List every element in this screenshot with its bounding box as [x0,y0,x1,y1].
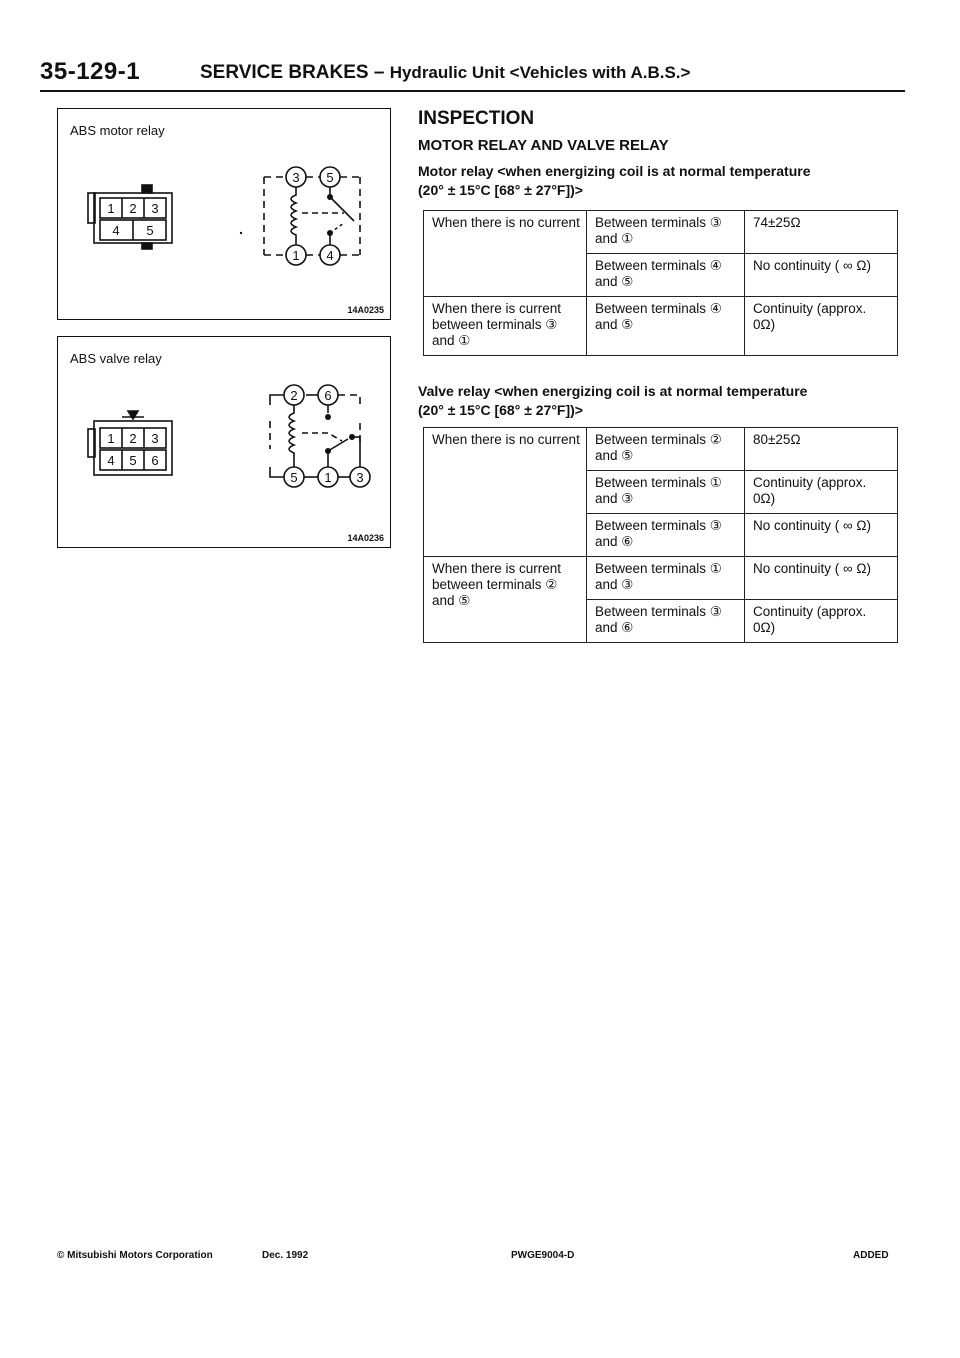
valve-relay-diagram [58,337,390,547]
figure-label: ABS motor relay [70,123,165,138]
table-cell-result: 74±25Ω [745,211,898,254]
inspection-heading: INSPECTION [418,108,535,129]
header-rule [40,90,905,92]
valve-relay-coil [289,405,294,467]
valve-terminal-label: 6 [324,388,332,403]
motor-terminal-label: 3 [292,170,300,185]
motor-relay-diagram [58,109,390,319]
table-cell-condition: When there is current between terminals ② and ⑤ [424,557,587,643]
valve-relay-table [423,427,898,643]
motor-terminal-label: 4 [326,248,334,263]
caption-line: Motor relay <when energizing coil is at normal temperature [418,163,811,179]
page-number: 35-129-1 [40,58,141,85]
valve-relay-caption [418,382,807,420]
title-subtitle: Hydraulic Unit <Vehicles with A.B.S.> [389,63,691,82]
table-cell-terminals: Between terminals ③ and ① [587,211,745,254]
motor-pin-label: 4 [112,223,120,238]
figure-code: 14A0235 [347,305,384,315]
figure-valve-relay [57,336,391,548]
valve-pin-label: 4 [107,453,115,468]
motor-pin-label: 2 [129,201,137,216]
valve-terminal-label: 1 [324,470,332,485]
table-cell-condition: When there is no current [424,428,587,557]
footer-copyright: © Mitsubishi Motors Corporation [57,1250,213,1261]
table-cell-result: Continuity (approx. 0Ω) [745,600,898,643]
valve-terminal-label: 3 [356,470,364,485]
footer-date: Dec. 1992 [262,1250,309,1261]
page-title [200,62,690,84]
motor-pin-label: 5 [146,223,154,238]
valve-terminal-label: 2 [290,388,298,403]
table-cell-result: 80±25Ω [745,428,898,471]
valve-pin-label: 2 [129,431,137,446]
table-row [424,557,898,600]
figure-motor-relay [57,108,391,320]
motor-relay-coil [291,187,296,245]
figure-label: ABS valve relay [70,351,162,366]
inspection-subheading: MOTOR RELAY AND VALVE RELAY [418,137,669,154]
table-cell-result: No continuity ( ∞ Ω) [745,254,898,297]
motor-terminal-label: 5 [326,170,334,185]
footer-status: ADDED [853,1250,889,1261]
motor-relay-table [423,210,898,356]
motor-pin-label: 3 [151,201,159,216]
table-cell-condition: When there is no current [424,211,587,297]
caption-line: (20° ± 15°C [68° ± 27°F])> [418,182,583,198]
title-main: SERVICE BRAKES – [200,62,390,83]
table-cell-result: Continuity (approx. 0Ω) [745,471,898,514]
table-cell-result: No continuity ( ∞ Ω) [745,557,898,600]
footer-doc-code: PWGE9004-D [511,1250,575,1261]
valve-pin-label: 1 [107,431,115,446]
valve-pin-label: 5 [129,453,137,468]
table-cell-terminals: Between terminals ③ and ⑥ [587,600,745,643]
motor-terminal-label: 1 [292,248,300,263]
valve-terminal-label: 5 [290,470,298,485]
table-cell-terminals: Between terminals ④ and ⑤ [587,254,745,297]
valve-pin-label: 6 [151,453,159,468]
table-cell-terminals: Between terminals ① and ③ [587,557,745,600]
table-cell-terminals: Between terminals ② and ⑤ [587,428,745,471]
table-cell-terminals: Between terminals ③ and ⑥ [587,514,745,557]
caption-line: (20° ± 15°C [68° ± 27°F])> [418,402,583,418]
table-cell-terminals: Between terminals ① and ③ [587,471,745,514]
figure-code: 14A0236 [347,533,384,543]
table-row [424,297,898,356]
motor-pin-label: 1 [107,201,115,216]
page-header [40,58,905,94]
table-row [424,428,898,471]
table-cell-result: Continuity (approx. 0Ω) [745,297,898,356]
motor-relay-caption [418,162,811,200]
table-cell-condition: When there is current between terminals ③ and ① [424,297,587,356]
table-cell-terminals: Between terminals ④ and ⑤ [587,297,745,356]
table-cell-result: No continuity ( ∞ Ω) [745,514,898,557]
valve-pin-label: 3 [151,431,159,446]
caption-line: Valve relay <when energizing coil is at normal temperature [418,383,808,399]
table-row [424,211,898,254]
